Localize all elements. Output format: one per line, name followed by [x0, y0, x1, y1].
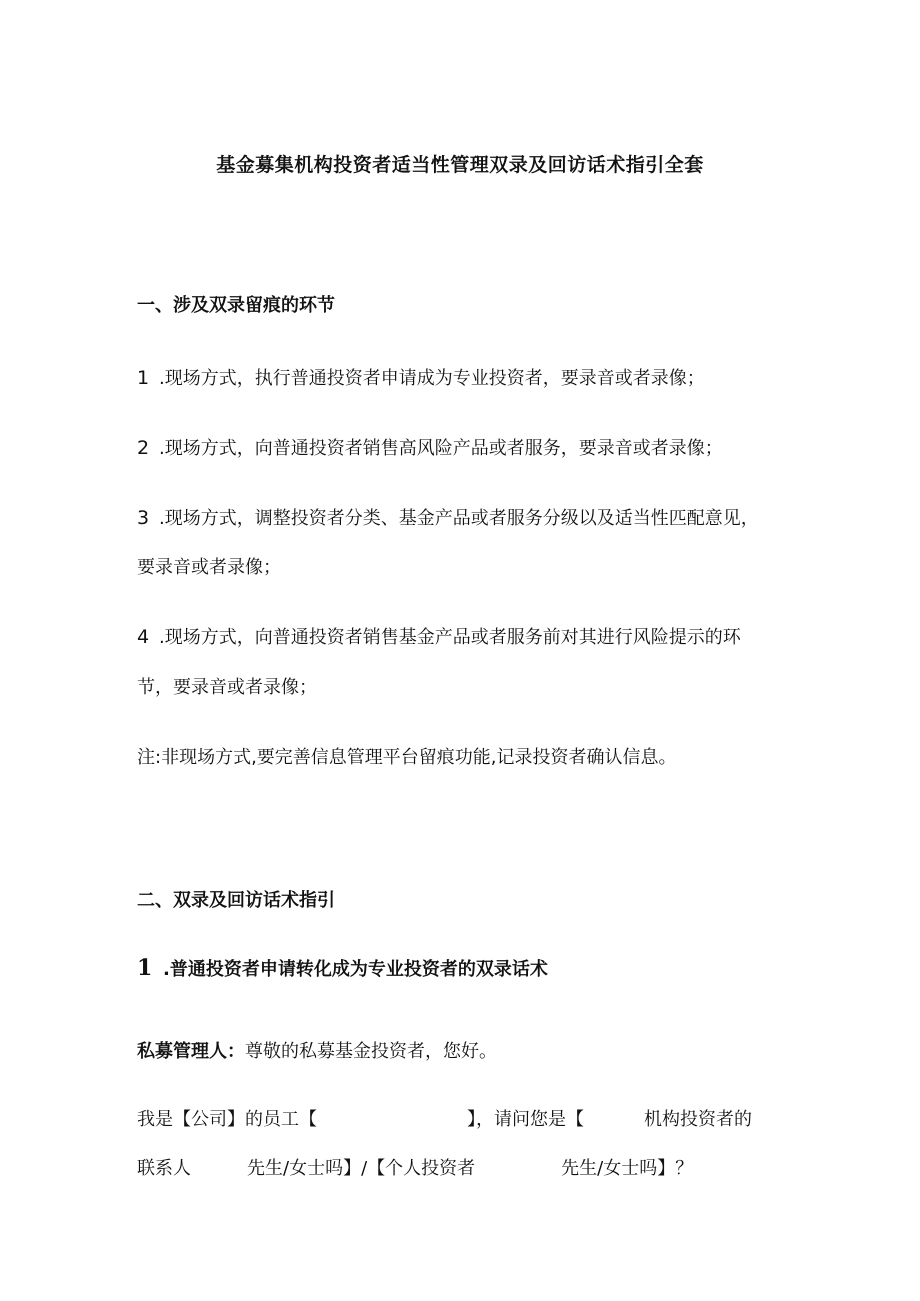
- line2-part-c: 先生/女士吗】？: [561, 1158, 694, 1179]
- list-item-number: 4: [137, 626, 150, 648]
- line2-part-b: 先生/女士吗】/【个人投资者: [247, 1158, 476, 1179]
- dialogue-greeting: [137, 1037, 497, 1063]
- list-item-1: [137, 364, 705, 390]
- note-text: 注:非现场方式,要完善信息管理平台留痕功能,记录投资者确认信息。: [137, 747, 677, 768]
- list-item-4-continuation: 节，要录音或者录像；: [137, 677, 317, 698]
- list-item-text: .现场方式，执行普通投资者申请成为专业投资者，要录音或者录像；: [159, 368, 705, 389]
- speaker-label: 私募管理人：: [137, 1041, 245, 1062]
- list-item-text: .现场方式，调整投资者分类、基金产品或者服务分级以及适当性匹配意见，: [159, 508, 759, 529]
- list-item-2: [137, 434, 723, 460]
- line2-part-a: 联系人: [137, 1158, 191, 1179]
- subsection-heading: [137, 955, 548, 981]
- subsection-number: 1: [137, 955, 153, 981]
- document-title: 基金募集机构投资者适当性管理双录及回访话术指引全套: [216, 154, 704, 176]
- line1-part-a: 我是【公司】的员工【: [137, 1109, 317, 1130]
- list-item-number: 3: [137, 507, 150, 529]
- subsection-text: .普通投资者申请转化成为专业投资者的双录话术: [163, 959, 548, 980]
- list-item-3: [137, 504, 759, 530]
- section-heading-1: 一、涉及双录留痕的环节: [137, 295, 335, 316]
- dialogue-line-1: [137, 1105, 752, 1131]
- list-item-3-continuation: 要录音或者录像；: [137, 557, 281, 578]
- list-item-text: .现场方式，向普通投资者销售基金产品或者服务前对其进行风险提示的环: [159, 627, 741, 648]
- list-item-4: [137, 623, 741, 649]
- dialogue-line-2: [137, 1154, 693, 1180]
- greeting-text: 尊敬的私募基金投资者，您好。: [245, 1041, 497, 1062]
- line1-part-b: 】，请问您是【: [467, 1109, 584, 1130]
- list-item-number: 2: [137, 437, 150, 459]
- line1-part-c: 机构投资者的: [644, 1109, 752, 1130]
- section-heading-2: 二、双录及回访话术指引: [137, 890, 335, 911]
- list-item-text: .现场方式，向普通投资者销售高风险产品或者服务，要录音或者录像；: [159, 438, 723, 459]
- list-item-number: 1: [137, 367, 150, 389]
